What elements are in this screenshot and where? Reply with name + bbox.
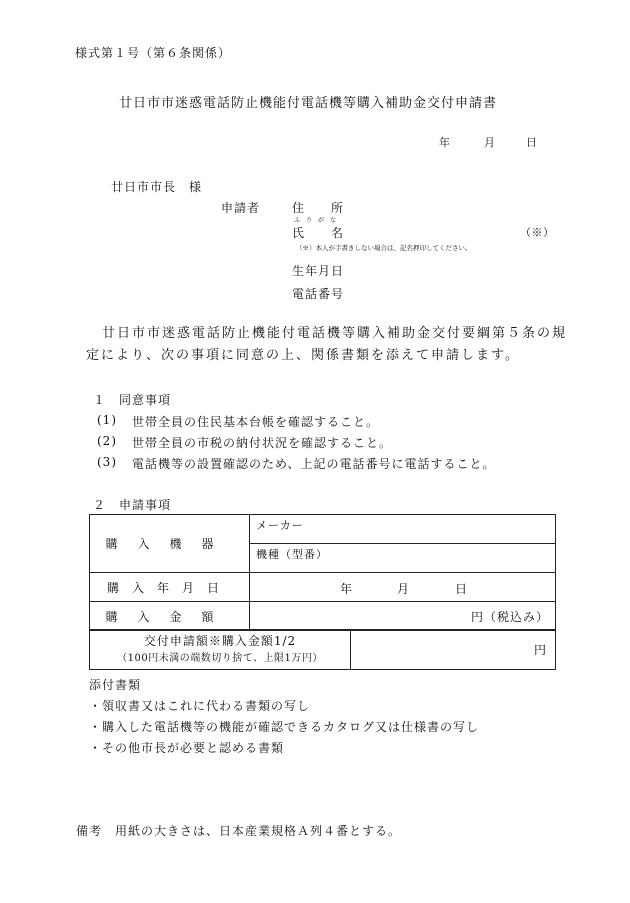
application-table [89, 514, 556, 631]
attachment-item-1: ・領収書又はこれに代わる書類の写し [89, 699, 311, 713]
intro-line-2: 定により、次の事項に同意の上、関係書類を添えて申請します。 [86, 348, 520, 363]
model-cell[interactable] [250, 544, 556, 573]
purchase-date-label: 購入年月日 [106, 580, 232, 595]
purchase-date-year: 年 [340, 582, 354, 596]
intro-line-1: 廿日市市迷惑電話防止機能付電話機等購入補助金交付要綱第５条の規 [102, 326, 568, 341]
consent-item-1-num: (1) [97, 413, 117, 427]
grant-label-cell [90, 630, 351, 670]
application-heading: ２ 申請事項 [93, 498, 172, 512]
model-label: 機種（型番） [256, 548, 328, 561]
remarks: 備考 用紙の大きさは、日本産業規格Ａ列４番とする。 [76, 824, 402, 838]
date-month-label: 月 [484, 136, 496, 149]
consent-item-3-num: (3) [97, 455, 117, 469]
device-label: 購入機器 [105, 537, 234, 551]
birthdate-label: 生年月日 [292, 264, 345, 278]
purchase-date-cell[interactable] [250, 573, 556, 602]
purchase-date-day: 日 [455, 582, 469, 596]
consent-item-2: 世帯全員の市税の納付状況を確認すること。 [132, 436, 393, 450]
consent-item-2-num: (2) [97, 434, 117, 448]
grant-note: （100円未満の端数切り捨て、上限1万円） [117, 652, 323, 664]
device-label-cell [90, 515, 250, 573]
grant-table [89, 629, 556, 670]
grant-unit: 円 [533, 643, 547, 657]
date-year-label: 年 [439, 136, 451, 149]
name-note: （※）本人が手書きしない場合は、記名押印してください。 [296, 244, 472, 252]
maker-label: メーカー [256, 519, 304, 532]
name-label: 氏 名 [292, 226, 345, 240]
consent-item-1: 世帯全員の住民基本台帳を確認すること。 [132, 415, 380, 429]
page-title: 廿日市市迷惑電話防止機能付電話機等購入補助金交付申請書 [119, 96, 498, 111]
amount-unit: 円（税込み） [470, 609, 549, 624]
name-mark: （※） [520, 226, 555, 239]
amount-cell[interactable] [250, 602, 556, 631]
form-number: 様式第１号（第６条関係） [75, 46, 232, 60]
maker-cell[interactable] [250, 515, 556, 544]
amount-label-cell [90, 602, 250, 631]
purchase-date-label-cell [90, 573, 250, 602]
attachment-item-3: ・その他市長が必要と認める書類 [89, 741, 285, 755]
address-label: 住 所 [292, 201, 345, 215]
applicant-label: 申請者 [221, 201, 261, 215]
attachment-item-2: ・購入した電話機等の機能が確認できるカタログ又は仕様書の写し [89, 720, 480, 734]
date-day-label: 日 [526, 136, 538, 149]
purchase-date-month: 月 [397, 582, 411, 596]
consent-item-3: 電話機等の設置確認のため、上記の電話番号に電話すること。 [132, 457, 496, 471]
phone-label: 電話番号 [292, 287, 345, 301]
consent-heading: １ 同意事項 [93, 393, 172, 407]
grant-label: 交付申請額※購入金額1/2 [143, 633, 297, 648]
attachments-heading: 添付書類 [89, 678, 142, 692]
addressee: 廿日市市長 様 [111, 180, 203, 194]
amount-label: 購入金額 [105, 609, 234, 624]
name-ruby: ふ り が な [294, 217, 337, 224]
grant-amount-cell[interactable] [351, 630, 556, 670]
